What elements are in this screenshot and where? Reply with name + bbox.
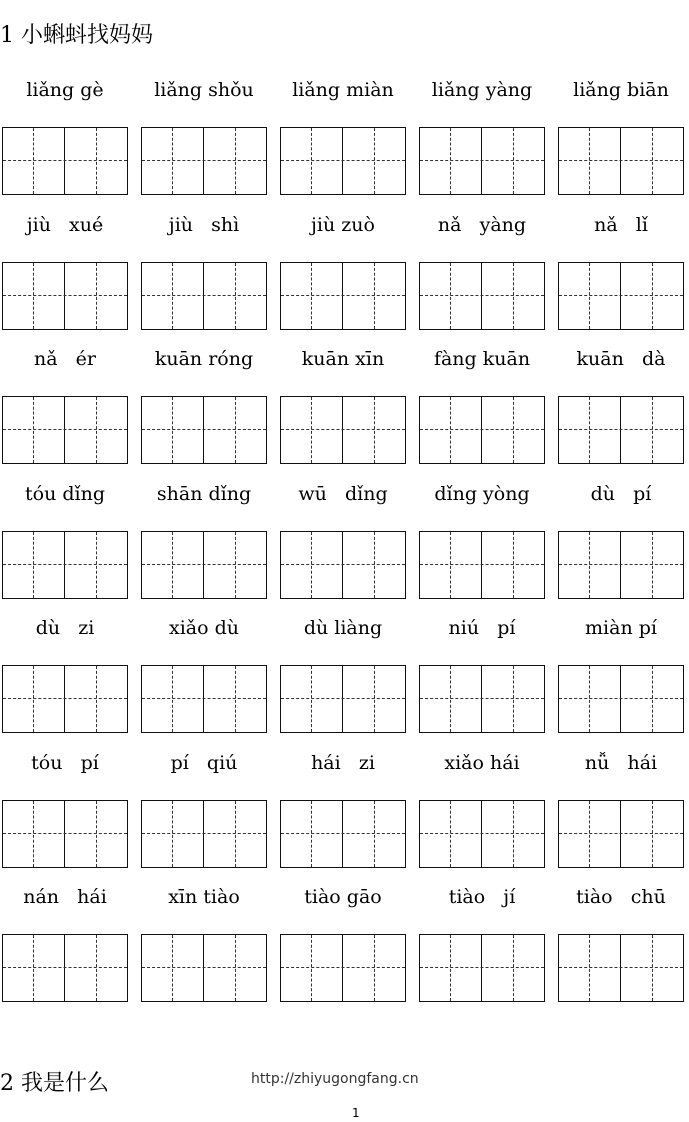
box-divider [620, 935, 621, 1001]
guide-line [3, 429, 127, 430]
box-divider [342, 397, 343, 463]
guide-line [96, 801, 97, 867]
word-cell [280, 207, 406, 341]
guide-line [311, 128, 312, 194]
guide-line [559, 833, 683, 834]
guide-line [589, 935, 590, 1001]
exercise-row [0, 72, 689, 206]
guide-line [420, 429, 544, 430]
pinyin-label: liǎng gè [26, 79, 104, 101]
guide-line [33, 801, 34, 867]
guide-line [652, 801, 653, 867]
pinyin-label: xiǎo hái [444, 751, 520, 774]
guide-line [589, 666, 590, 732]
writing-box[interactable] [280, 396, 406, 464]
guide-line [420, 967, 544, 968]
word-cell [141, 610, 267, 744]
guide-line [96, 397, 97, 463]
box-divider [64, 397, 65, 463]
guide-line [172, 801, 173, 867]
writing-box[interactable] [141, 396, 267, 464]
pinyin-label: miàn pí [585, 617, 657, 639]
word-cell [280, 476, 406, 610]
box-divider [620, 666, 621, 732]
box-divider [342, 801, 343, 867]
word-cell [141, 476, 267, 610]
writing-box[interactable] [141, 127, 267, 195]
word-cell [2, 341, 128, 475]
guide-line [559, 160, 683, 161]
guide-line [374, 666, 375, 732]
guide-line [374, 397, 375, 463]
writing-box[interactable] [280, 800, 406, 868]
pinyin-label: hái zi [311, 751, 375, 774]
box-divider [203, 263, 204, 329]
word-cell [419, 341, 545, 475]
word-cell [2, 72, 128, 206]
word-cell [419, 610, 545, 744]
guide-line [374, 801, 375, 867]
box-divider [64, 801, 65, 867]
pinyin-label: tiào jí [448, 886, 516, 908]
guide-line [172, 128, 173, 194]
writing-box[interactable] [141, 800, 267, 868]
pinyin-label: nǎ yàng [437, 213, 527, 236]
box-divider [481, 801, 482, 867]
box-divider [64, 935, 65, 1001]
guide-line [420, 698, 544, 699]
pinyin-label: kuān dà [576, 348, 666, 370]
word-cell [280, 610, 406, 744]
exercise-row [0, 476, 689, 610]
box-divider [342, 263, 343, 329]
box-divider [203, 935, 204, 1001]
writing-box[interactable] [141, 262, 267, 330]
pinyin-label: liǎng yàng [431, 79, 533, 101]
guide-line [652, 397, 653, 463]
pinyin-label: kuān róng [154, 348, 254, 370]
writing-box[interactable] [419, 934, 545, 1002]
next-lesson-title: 2 我是什么 [0, 1071, 109, 1096]
exercise-row [0, 207, 689, 341]
guide-line [513, 935, 514, 1001]
word-cell [419, 72, 545, 206]
word-cell [2, 476, 128, 610]
guide-line [374, 263, 375, 329]
guide-line [559, 967, 683, 968]
word-cell [419, 879, 545, 1013]
guide-line [3, 295, 127, 296]
guide-line [3, 833, 127, 834]
guide-line [589, 128, 590, 194]
writing-box[interactable] [558, 127, 684, 195]
writing-box[interactable] [419, 531, 545, 599]
pinyin-label: dǐng yòng [434, 482, 530, 505]
box-divider [203, 397, 204, 463]
guide-line [96, 666, 97, 732]
box-divider [481, 263, 482, 329]
guide-line [420, 833, 544, 834]
guide-line [172, 935, 173, 1001]
writing-box[interactable] [419, 665, 545, 733]
guide-line [311, 532, 312, 598]
guide-line [559, 564, 683, 565]
pinyin-label: tiào gāo [304, 886, 382, 908]
guide-line [311, 397, 312, 463]
guide-line [235, 666, 236, 732]
word-cell [2, 745, 128, 879]
pinyin-label: liǎng miàn [292, 79, 394, 101]
word-cell [280, 341, 406, 475]
word-cell [558, 72, 684, 206]
guide-line [311, 801, 312, 867]
guide-line [33, 532, 34, 598]
writing-box[interactable] [2, 934, 128, 1002]
word-cell [419, 476, 545, 610]
writing-box[interactable] [419, 127, 545, 195]
guide-line [513, 666, 514, 732]
pinyin-label: niú pí [448, 617, 516, 639]
box-divider [64, 666, 65, 732]
word-cell [141, 207, 267, 341]
guide-line [172, 532, 173, 598]
word-cell [558, 610, 684, 744]
guide-line [281, 564, 405, 565]
guide-line [513, 263, 514, 329]
writing-box[interactable] [2, 531, 128, 599]
writing-box[interactable] [141, 934, 267, 1002]
writing-box[interactable] [141, 665, 267, 733]
guide-line [374, 935, 375, 1001]
lesson-title: 1 小蝌蚪找妈妈 [0, 23, 153, 48]
writing-box[interactable] [280, 262, 406, 330]
writing-box[interactable] [419, 262, 545, 330]
guide-line [559, 698, 683, 699]
pinyin-label: jiù xué [26, 213, 104, 236]
guide-line [235, 532, 236, 598]
pinyin-label: xiǎo dù [169, 617, 239, 639]
word-cell [141, 72, 267, 206]
writing-box[interactable] [280, 531, 406, 599]
writing-box[interactable] [558, 800, 684, 868]
guide-line [559, 295, 683, 296]
pinyin-label: kuān xīn [301, 348, 385, 370]
word-cell [280, 72, 406, 206]
footer-url: http://zhiyugongfang.cn [251, 1071, 419, 1087]
guide-line [559, 429, 683, 430]
guide-line [450, 935, 451, 1001]
word-cell [280, 745, 406, 879]
pinyin-label: wū dǐng [298, 482, 388, 505]
word-cell [2, 879, 128, 1013]
pinyin-label: tóu dǐng [25, 482, 105, 505]
box-divider [620, 263, 621, 329]
word-cell [558, 745, 684, 879]
guide-line [3, 967, 127, 968]
guide-line [33, 935, 34, 1001]
word-cell [2, 610, 128, 744]
guide-line [235, 935, 236, 1001]
guide-line [142, 429, 266, 430]
exercise-row [0, 610, 689, 744]
pinyin-label: nǎ lǐ [594, 213, 648, 236]
writing-box[interactable] [558, 531, 684, 599]
guide-line [450, 263, 451, 329]
pinyin-label: pí qiú [170, 751, 238, 774]
word-cell [419, 745, 545, 879]
guide-line [142, 698, 266, 699]
pinyin-label: xīn tiào [168, 886, 240, 908]
exercise-row [0, 879, 689, 1013]
guide-line [172, 263, 173, 329]
box-divider [481, 128, 482, 194]
writing-box[interactable] [558, 396, 684, 464]
guide-line [513, 532, 514, 598]
guide-line [450, 128, 451, 194]
guide-line [33, 128, 34, 194]
guide-line [450, 666, 451, 732]
writing-box[interactable] [558, 262, 684, 330]
box-divider [620, 128, 621, 194]
guide-line [96, 532, 97, 598]
guide-line [142, 967, 266, 968]
pinyin-label: nǎ ér [33, 348, 96, 370]
guide-line [235, 128, 236, 194]
pinyin-label: nǚ hái [584, 751, 658, 774]
pinyin-label: liǎng biān [573, 79, 669, 101]
word-cell [141, 341, 267, 475]
guide-line [311, 935, 312, 1001]
word-cell [419, 207, 545, 341]
word-cell [558, 207, 684, 341]
pinyin-label: dù zi [35, 617, 95, 639]
guide-line [33, 263, 34, 329]
writing-box[interactable] [419, 800, 545, 868]
guide-line [96, 128, 97, 194]
writing-box[interactable] [2, 262, 128, 330]
writing-box[interactable] [280, 665, 406, 733]
guide-line [33, 397, 34, 463]
writing-box[interactable] [2, 127, 128, 195]
pinyin-label: jiù shì [168, 213, 240, 236]
guide-line [589, 532, 590, 598]
guide-line [420, 160, 544, 161]
writing-box[interactable] [419, 396, 545, 464]
pinyin-label: tóu pí [31, 751, 99, 774]
box-divider [342, 128, 343, 194]
guide-line [513, 397, 514, 463]
box-divider [620, 397, 621, 463]
guide-line [235, 263, 236, 329]
guide-line [3, 698, 127, 699]
guide-line [311, 263, 312, 329]
word-cell [558, 341, 684, 475]
writing-box[interactable] [2, 665, 128, 733]
guide-line [172, 397, 173, 463]
guide-line [513, 128, 514, 194]
word-cell [141, 745, 267, 879]
guide-line [374, 128, 375, 194]
pinyin-label: dù pí [590, 482, 652, 505]
writing-box[interactable] [558, 665, 684, 733]
guide-line [450, 397, 451, 463]
box-divider [342, 935, 343, 1001]
guide-line [3, 564, 127, 565]
guide-line [450, 801, 451, 867]
pinyin-label: nán hái [23, 886, 107, 908]
guide-line [281, 295, 405, 296]
box-divider [64, 532, 65, 598]
box-divider [203, 801, 204, 867]
guide-line [281, 160, 405, 161]
guide-line [281, 698, 405, 699]
box-divider [481, 532, 482, 598]
guide-line [281, 967, 405, 968]
guide-line [420, 295, 544, 296]
page-number: 1 [352, 1106, 360, 1120]
writing-box[interactable] [558, 934, 684, 1002]
guide-line [374, 532, 375, 598]
writing-box[interactable] [280, 127, 406, 195]
guide-line [142, 833, 266, 834]
guide-line [3, 160, 127, 161]
guide-line [652, 666, 653, 732]
guide-line [589, 801, 590, 867]
writing-box[interactable] [2, 800, 128, 868]
box-divider [64, 263, 65, 329]
writing-box[interactable] [141, 531, 267, 599]
box-divider [481, 397, 482, 463]
box-divider [203, 666, 204, 732]
guide-line [235, 397, 236, 463]
writing-box[interactable] [2, 396, 128, 464]
guide-line [589, 397, 590, 463]
pinyin-label: fàng kuān [433, 348, 531, 370]
guide-line [142, 295, 266, 296]
guide-line [142, 564, 266, 565]
pinyin-label: dù liàng [303, 617, 383, 639]
box-divider [481, 666, 482, 732]
box-divider [620, 801, 621, 867]
word-cell [280, 879, 406, 1013]
box-divider [481, 935, 482, 1001]
pinyin-label: shān dǐng [156, 482, 252, 505]
guide-line [96, 263, 97, 329]
guide-line [450, 532, 451, 598]
word-cell [2, 207, 128, 341]
pinyin-label: jiù zuò [311, 213, 375, 236]
guide-line [235, 801, 236, 867]
guide-line [311, 666, 312, 732]
box-divider [203, 532, 204, 598]
pinyin-label: tiào chū [576, 886, 666, 908]
word-cell [558, 879, 684, 1013]
guide-line [33, 666, 34, 732]
word-cell [141, 879, 267, 1013]
guide-line [172, 666, 173, 732]
exercise-row [0, 341, 689, 475]
guide-line [652, 263, 653, 329]
guide-line [652, 935, 653, 1001]
box-divider [342, 666, 343, 732]
box-divider [203, 128, 204, 194]
guide-line [142, 160, 266, 161]
box-divider [342, 532, 343, 598]
guide-line [589, 263, 590, 329]
guide-line [96, 935, 97, 1001]
guide-line [513, 801, 514, 867]
exercise-row [0, 745, 689, 879]
pinyin-label: liǎng shǒu [154, 79, 254, 101]
guide-line [281, 833, 405, 834]
writing-box[interactable] [280, 934, 406, 1002]
guide-line [652, 128, 653, 194]
guide-line [281, 429, 405, 430]
box-divider [64, 128, 65, 194]
guide-line [652, 532, 653, 598]
word-cell [558, 476, 684, 610]
box-divider [620, 532, 621, 598]
guide-line [420, 564, 544, 565]
